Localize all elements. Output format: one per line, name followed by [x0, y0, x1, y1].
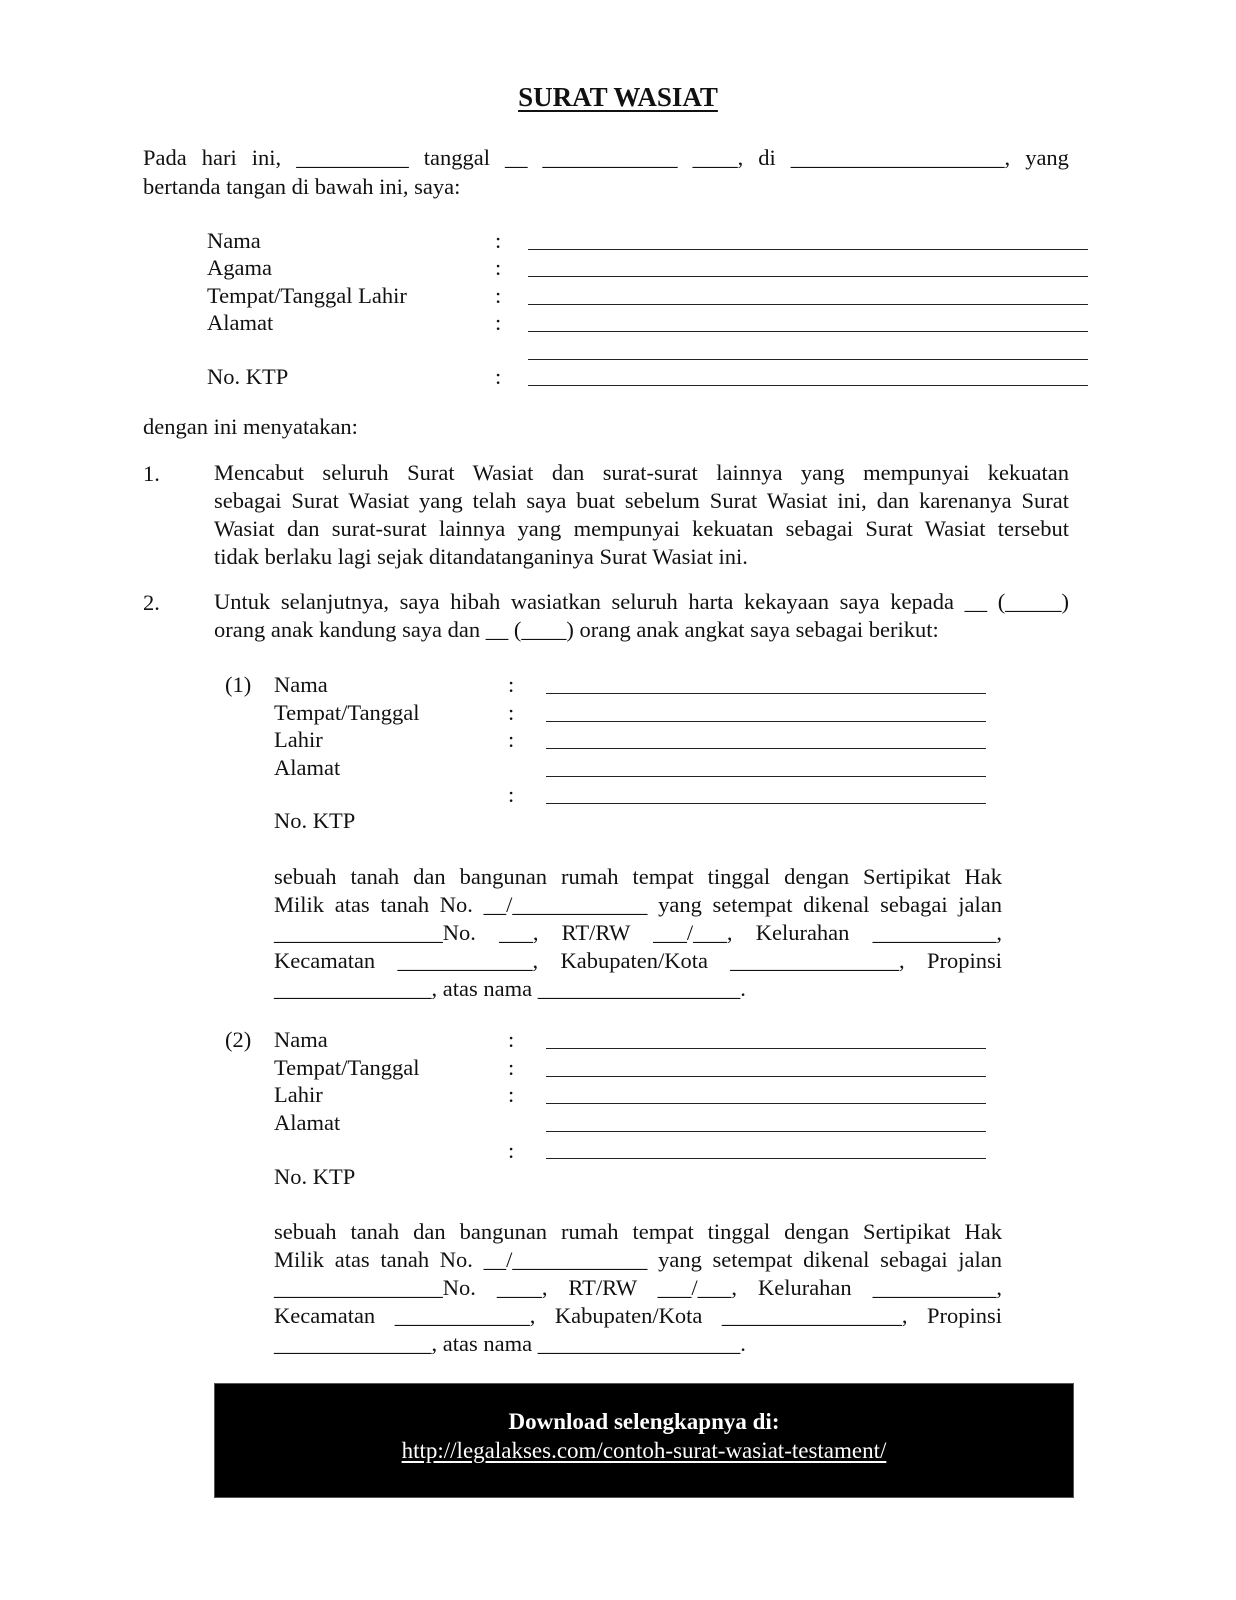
- intro-blank: ___________________,: [790, 145, 1011, 170]
- heir-label-nama: Nama: [274, 1027, 328, 1052]
- heir-1-property: [274, 863, 1002, 1003]
- heir-blank-line[interactable]: [546, 776, 986, 777]
- download-banner: [214, 1383, 1074, 1498]
- blank-line-agama[interactable]: [528, 276, 1088, 277]
- property-line: _______________No. ____, RT/RW ___/___, Kelurahan ___________,: [274, 1275, 1002, 1300]
- heir-blank-line[interactable]: [546, 1131, 986, 1132]
- intro-blank: ____,: [692, 145, 744, 170]
- intro-blank: ____________: [542, 145, 678, 170]
- field-colon: :: [495, 228, 502, 253]
- intro-word: yang: [1025, 145, 1069, 170]
- property-line: sebuah tanah dan bangunan rumah tempat tinggal dengan Sertipikat Hak: [274, 1219, 1002, 1244]
- heir-blank-line[interactable]: [546, 1103, 986, 1104]
- property-line: Milik atas tanah No. __/____________ yang setempat dikenal sebagai jalan: [274, 1247, 1002, 1272]
- heir-label-alamat: Alamat: [274, 1110, 341, 1135]
- blank-line-ktp[interactable]: [528, 385, 1088, 386]
- point-line: orang anak kandung saya dan __ (____) orang anak angkat saya sebagai berikut:: [214, 617, 939, 642]
- point-line: Mencabut seluruh Surat Wasiat dan surat-surat lainnya yang mempunyai kekuatan: [214, 460, 1069, 485]
- field-colon: :: [495, 283, 502, 308]
- heir-label-lahir: Lahir: [274, 1082, 323, 1107]
- intro-line-1: [143, 145, 1069, 171]
- property-line: sebuah tanah dan bangunan rumah tempat tinggal dengan Sertipikat Hak: [274, 864, 1002, 889]
- heir-blank-line[interactable]: [546, 721, 986, 722]
- point-line: sebagai Surat Wasiat yang telah saya buat sebelum Surat Wasiat ini, dan karenanya Surat: [214, 488, 1069, 513]
- property-line: _______________No. ___, RT/RW ___/___, Kelurahan ___________,: [274, 920, 1002, 945]
- heir-colon: :: [508, 700, 515, 725]
- point-number: 1.: [143, 461, 160, 486]
- heir-blank-line[interactable]: [546, 803, 986, 804]
- intro-blank: __: [505, 145, 528, 170]
- point-line: tidak berlaku lagi sejak ditandatanganinya Surat Wasiat ini.: [214, 544, 748, 569]
- download-heading: Download selengkapnya di:: [508, 1409, 780, 1434]
- statement-intro: dengan ini menyatakan:: [143, 414, 358, 439]
- field-label-nama: Nama: [207, 228, 261, 253]
- download-link[interactable]: http://legalakses.com/contoh-surat-wasiat-testament/: [401, 1438, 887, 1463]
- heir-blank-line[interactable]: [546, 693, 986, 694]
- point-line: Wasiat dan surat-surat lainnya yang mempunyai kekuatan sebagai Surat Wasiat tersebut: [214, 516, 1069, 541]
- heir-colon: :: [508, 1027, 515, 1052]
- heir-number: (1): [225, 672, 252, 697]
- field-colon: :: [495, 310, 502, 335]
- field-colon: :: [495, 255, 502, 280]
- intro-word: tanggal: [423, 145, 490, 170]
- property-line: Kecamatan ____________, Kabupaten/Kota ________________, Propinsi: [274, 1303, 1002, 1328]
- point-2-text: [214, 588, 1069, 644]
- field-colon: :: [495, 364, 502, 389]
- heir-colon: :: [508, 1055, 515, 1080]
- heir-blank-line[interactable]: [546, 1158, 986, 1159]
- heir-label-lahir: Lahir: [274, 727, 323, 752]
- heir-label-nama: Nama: [274, 672, 328, 697]
- property-line: ______________, atas nama __________________.: [274, 976, 746, 1001]
- point-1-text: [214, 459, 1069, 571]
- heir-label-ktp: No. KTP: [274, 808, 356, 833]
- heir-blank-line[interactable]: [546, 748, 986, 749]
- heir-colon: :: [508, 1082, 515, 1107]
- heir-colon: :: [508, 1138, 515, 1163]
- field-label-agama: Agama: [207, 255, 272, 280]
- property-line: Milik atas tanah No. __/____________ yang setempat dikenal sebagai jalan: [274, 892, 1002, 917]
- intro-word: Pada: [143, 145, 187, 170]
- property-line: ______________, atas nama __________________.: [274, 1331, 746, 1356]
- heir-label-alamat: Alamat: [274, 755, 341, 780]
- heir-colon: :: [508, 727, 515, 752]
- point-line: Untuk selanjutnya, saya hibah wasiatkan seluruh harta kekayaan saya kepada __ (_____): [214, 589, 1069, 614]
- document-title: SURAT WASIAT: [518, 82, 718, 112]
- heir-label-ktp: No. KTP: [274, 1164, 356, 1189]
- heir-colon: :: [508, 782, 515, 807]
- heir-blank-line[interactable]: [546, 1048, 986, 1049]
- intro-word: ini,: [251, 145, 282, 170]
- property-line: Kecamatan ____________, Kabupaten/Kota _______________, Propinsi: [274, 948, 1002, 973]
- heir-2-property: [274, 1218, 1002, 1358]
- blank-line-nama[interactable]: [528, 249, 1088, 250]
- intro-word: di: [758, 145, 776, 170]
- heir-number: (2): [225, 1027, 252, 1052]
- intro-line-2: bertanda tangan di bawah ini, saya:: [143, 174, 461, 199]
- heir-label-tempat: Tempat/Tanggal: [274, 1055, 420, 1080]
- blank-line-ttl[interactable]: [528, 304, 1088, 305]
- blank-line-alamat-2[interactable]: [528, 359, 1088, 360]
- heir-label-tempat: Tempat/Tanggal: [274, 700, 420, 725]
- intro-blank: __________: [296, 145, 409, 170]
- blank-line-alamat[interactable]: [528, 331, 1088, 332]
- point-number: 2.: [143, 590, 160, 615]
- field-label-alamat: Alamat: [207, 310, 274, 335]
- intro-word: hari: [201, 145, 237, 170]
- field-label-ttl: Tempat/Tanggal Lahir: [207, 283, 407, 308]
- field-label-ktp: No. KTP: [207, 364, 289, 389]
- heir-blank-line[interactable]: [546, 1076, 986, 1077]
- heir-colon: :: [508, 672, 515, 697]
